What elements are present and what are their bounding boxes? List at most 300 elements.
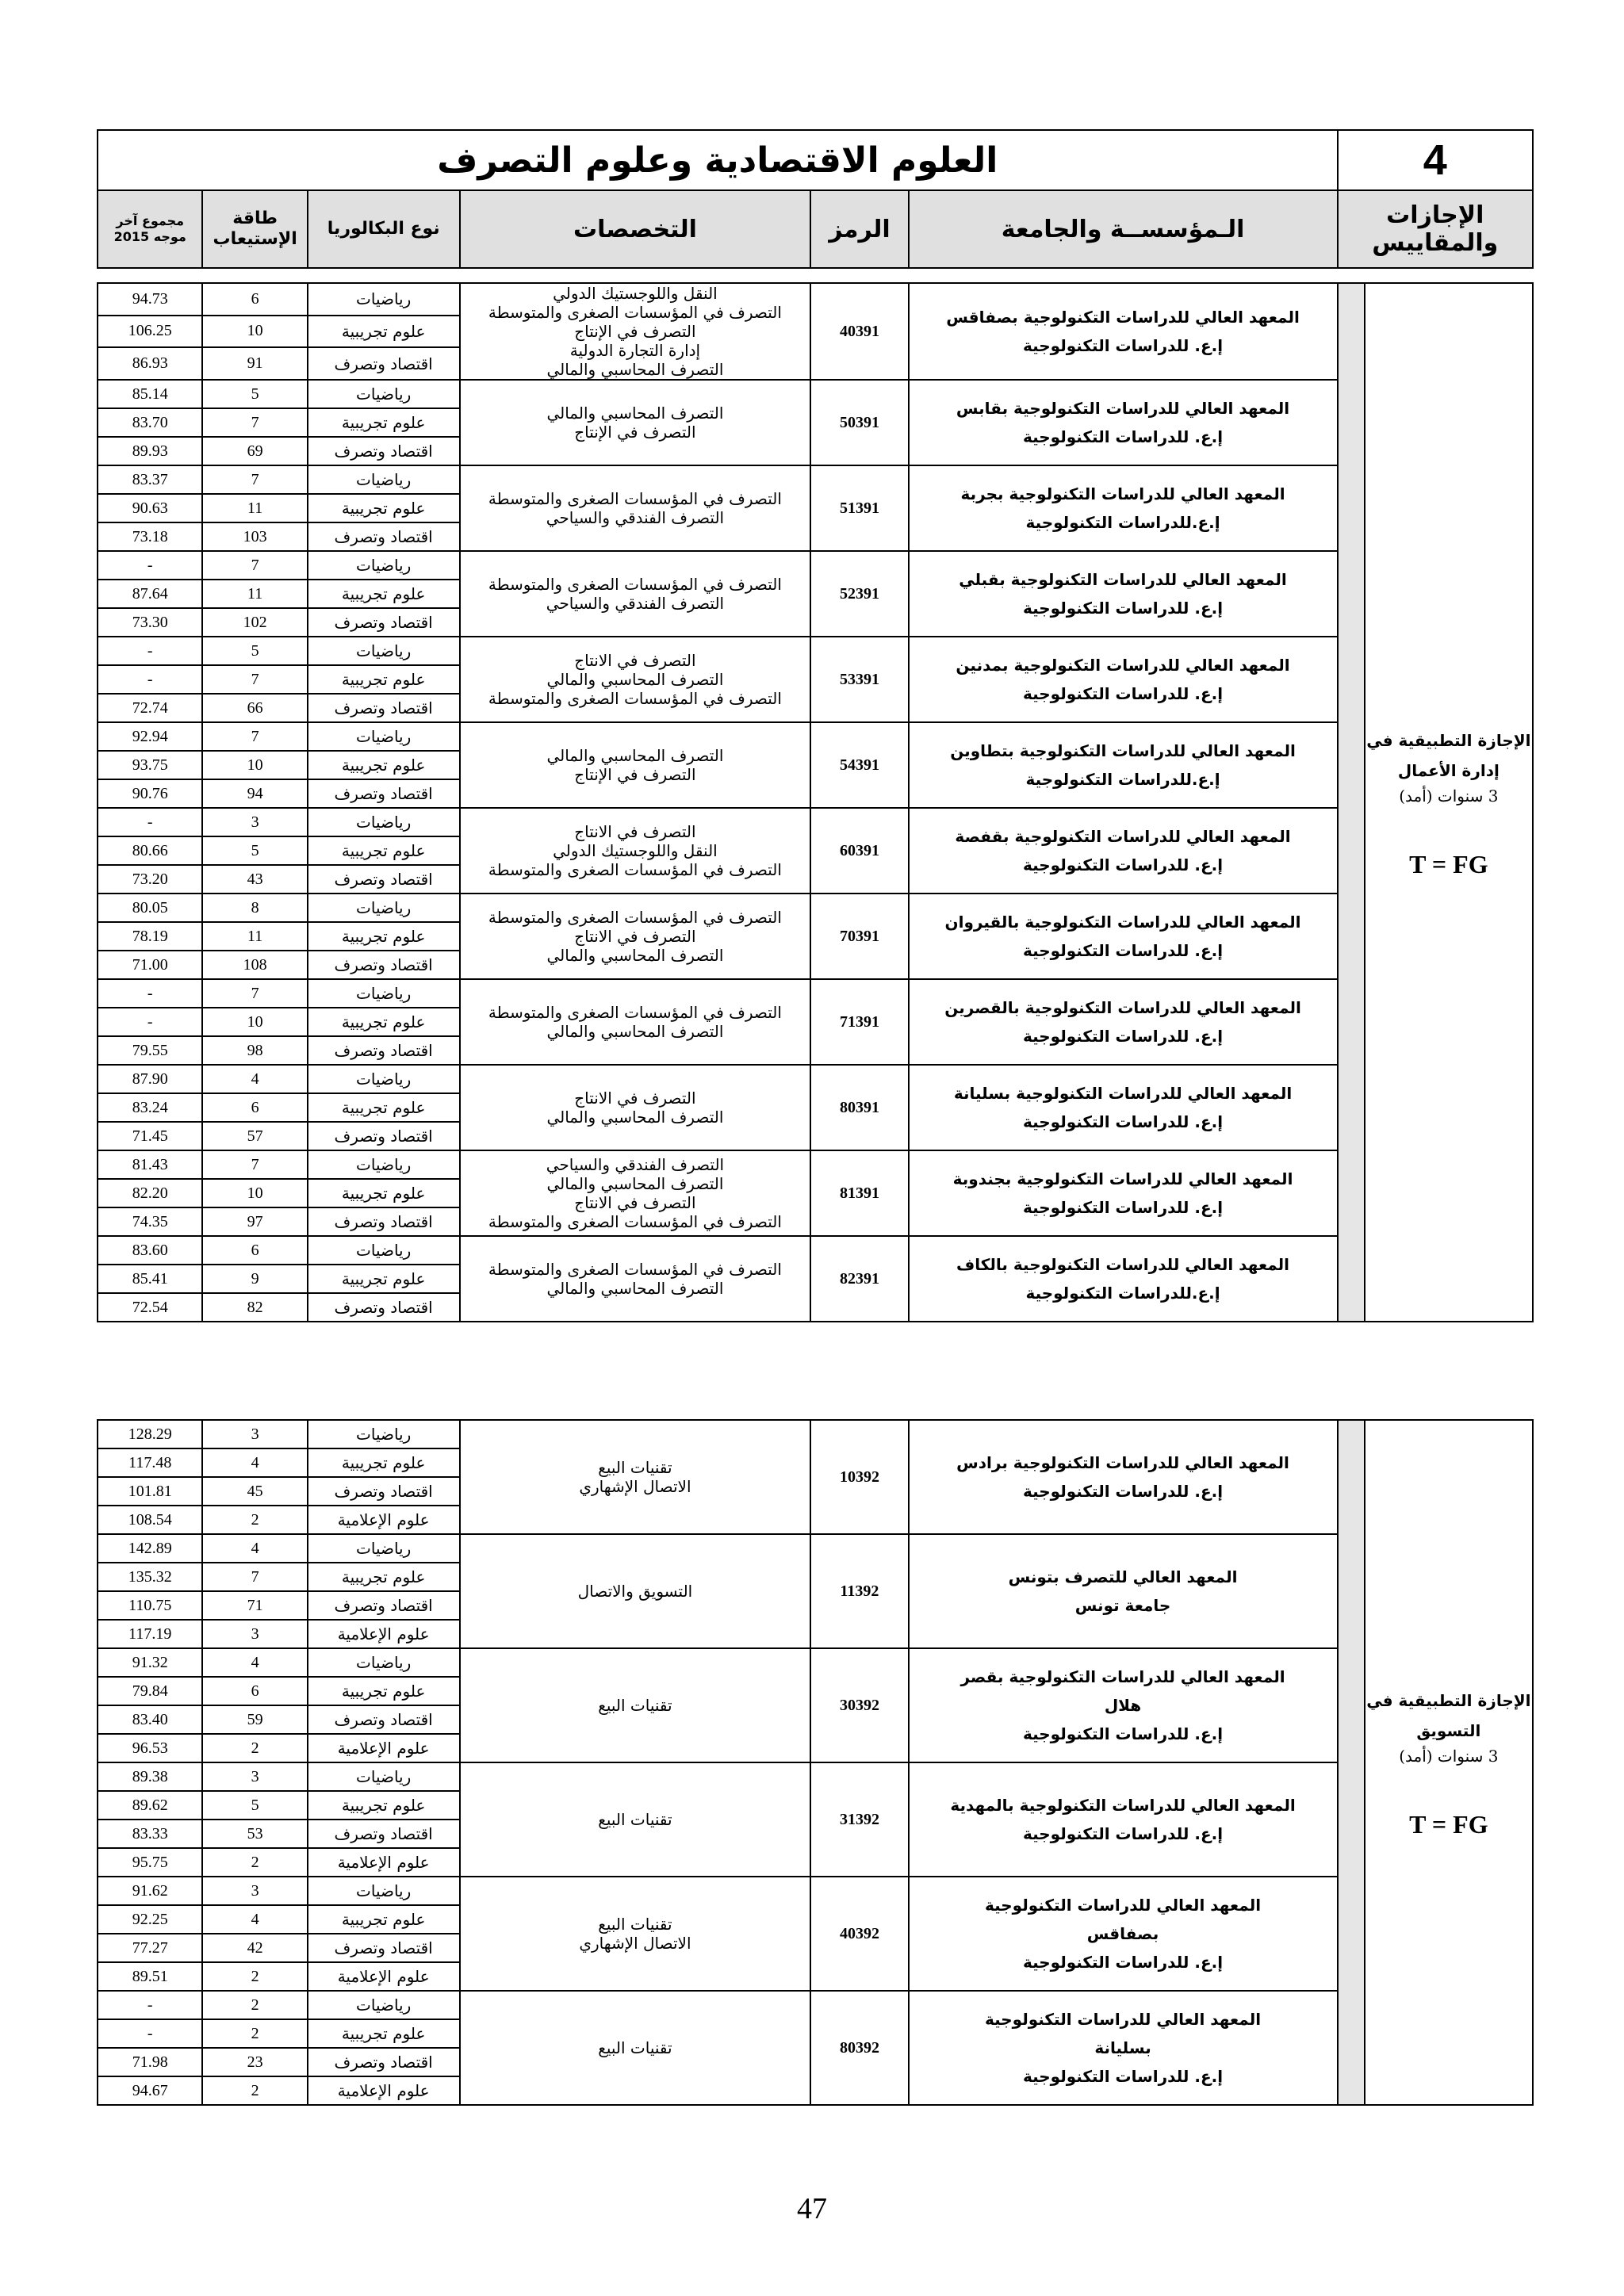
capacity-cell: 2 <box>202 1506 307 1534</box>
capacity-cell: 10 <box>202 1179 307 1207</box>
institution-line: المعهد العالي للدراسات التكنولوجية بمدنين <box>956 656 1290 675</box>
capacity-cell: 5 <box>202 1791 307 1820</box>
bac-type-cell: رياضيات <box>308 465 460 494</box>
institution-cell <box>909 979 1338 1065</box>
institution-cell <box>909 722 1338 808</box>
last-score-cell: - <box>98 979 202 1008</box>
institution-cell <box>909 1991 1338 2105</box>
last-score-cell: 90.63 <box>98 494 202 522</box>
specialty-item: التصرف في الإنتاج <box>574 423 696 442</box>
bac-type-cell: علوم تجريبية <box>308 2019 460 2048</box>
specialties-cell <box>460 1236 811 1322</box>
capacity-cell: 11 <box>202 580 307 608</box>
program-code: 60391 <box>810 808 908 894</box>
last-score-cell: 83.70 <box>98 408 202 437</box>
institution-line: إ.ع. للدراسات التكنولوجية <box>1022 855 1224 874</box>
capacity-cell: 4 <box>202 1448 307 1477</box>
capacity-cell: 2 <box>202 1848 307 1877</box>
last-score-cell: 81.43 <box>98 1150 202 1179</box>
specialty-item: النقل واللوجستيك الدولي <box>553 284 718 303</box>
specialty-item: تقنيات البيع <box>598 2038 672 2057</box>
specialty-item: التصرف المحاسبي والمالي <box>546 1022 724 1041</box>
institution-cell <box>909 1150 1338 1236</box>
last-score-cell: 89.62 <box>98 1791 202 1820</box>
last-score-cell: - <box>98 1991 202 2019</box>
specialties-cell <box>460 1065 811 1150</box>
last-score-cell: 73.20 <box>98 865 202 894</box>
capacity-cell: 4 <box>202 1065 307 1093</box>
capacity-cell: 59 <box>202 1705 307 1734</box>
col-header-last-score: مجموع آخر موجه 2015 <box>98 190 202 268</box>
program-code: 81391 <box>810 1150 908 1236</box>
degree-title: الإجازة التطبيقية في التسويق <box>1366 1691 1531 1740</box>
last-score-cell: 77.27 <box>98 1934 202 1962</box>
capacity-cell: 6 <box>202 1236 307 1265</box>
col-header-degrees: الإجازات والمقاييس <box>1338 190 1533 268</box>
specialty-item: التصرف المحاسبي والمالي <box>546 746 724 765</box>
specialty-item: التصرف في الانتاج <box>574 651 696 670</box>
bac-type-cell: علوم تجريبية <box>308 1791 460 1820</box>
bac-type-cell: رياضيات <box>308 979 460 1008</box>
capacity-cell: 3 <box>202 1620 307 1648</box>
institution-line: إ.ع. للدراسات التكنولوجية <box>1022 1953 1224 1972</box>
institution-cell <box>909 551 1338 637</box>
table-row <box>98 283 1533 316</box>
last-score-cell: 74.35 <box>98 1207 202 1236</box>
institution-line: إ.ع. للدراسات التكنولوجية <box>1022 1112 1224 1131</box>
table-row <box>98 979 1533 1008</box>
specialty-item: التصرف في الإنتاج <box>574 765 696 784</box>
last-score-cell: 79.55 <box>98 1036 202 1065</box>
institution-line: المعهد العالي للدراسات التكنولوجية بصفاقس <box>946 308 1300 327</box>
institution-line: المعهد العالي للدراسات التكنولوجية بقفصة <box>955 827 1291 846</box>
institution-line: جامعة تونس <box>1074 1596 1171 1615</box>
program-code: 31392 <box>810 1762 908 1877</box>
bac-type-cell: اقتصاد وتصرف <box>308 1591 460 1620</box>
specialties-cell <box>460 637 811 722</box>
table-row <box>98 722 1533 751</box>
specialties-cell <box>460 1991 811 2105</box>
bac-type-cell: اقتصاد وتصرف <box>308 608 460 637</box>
institution-line: المعهد العالي للدراسات التكنولوجية <box>984 1896 1262 1915</box>
last-score-cell: 92.94 <box>98 722 202 751</box>
degree-group-business-admin <box>97 282 1534 1322</box>
bac-type-cell: رياضيات <box>308 1762 460 1791</box>
specialty-item: التصرف في الانتاج <box>574 822 696 841</box>
bac-type-cell: علوم تجريبية <box>308 751 460 779</box>
capacity-cell: 4 <box>202 1905 307 1934</box>
page-number: 47 <box>797 2192 827 2225</box>
bac-type-cell: اقتصاد وتصرف <box>308 522 460 551</box>
bac-type-cell: رياضيات <box>308 1150 460 1179</box>
institution-line: المعهد العالي للتصرف بتونس <box>1008 1567 1238 1586</box>
program-code: 82391 <box>810 1236 908 1322</box>
program-code: 80391 <box>810 1065 908 1150</box>
last-score-cell: 83.37 <box>98 465 202 494</box>
capacity-cell: 102 <box>202 608 307 637</box>
institution-line: إ.ع. للدراسات التكنولوجية <box>1022 2067 1224 2086</box>
specialty-item: الاتصال الإشهاري <box>579 1934 691 1953</box>
capacity-cell: 7 <box>202 665 307 694</box>
specialty-item: التصرف المحاسبي والمالي <box>546 1279 724 1298</box>
specialty-item: التصرف في المؤسسات الصغرى والمتوسطة <box>488 1212 782 1231</box>
capacity-cell: 7 <box>202 408 307 437</box>
last-score-cell: 91.32 <box>98 1648 202 1677</box>
bac-type-cell: رياضيات <box>308 380 460 408</box>
bac-type-cell: رياضيات <box>308 1877 460 1905</box>
specialty-item: الاتصال الإشهاري <box>579 1477 691 1496</box>
institution-cell <box>909 1534 1338 1648</box>
capacity-cell: 2 <box>202 2019 307 2048</box>
specialty-item: التصرف المحاسبي والمالي <box>546 670 724 689</box>
bac-type-cell: اقتصاد وتصرف <box>308 1293 460 1322</box>
bac-type-cell: رياضيات <box>308 283 460 316</box>
specialty-item: التصرف المحاسبي والمالي <box>546 1174 724 1193</box>
institution-line: إ.ع. للدراسات التكنولوجية <box>1022 1724 1224 1743</box>
separator-column <box>1338 1420 1365 2105</box>
last-score-cell: 83.60 <box>98 1236 202 1265</box>
capacity-cell: 2 <box>202 2076 307 2105</box>
program-code: 10392 <box>810 1420 908 1534</box>
specialties-cell <box>460 1150 811 1236</box>
program-code: 11392 <box>810 1534 908 1648</box>
bac-type-cell: علوم تجريبية <box>308 1008 460 1036</box>
institution-line: المعهد العالي للدراسات التكنولوجية بقابس <box>956 399 1290 418</box>
last-score-cell: 78.19 <box>98 922 202 951</box>
capacity-cell: 98 <box>202 1036 307 1065</box>
last-score-cell: 108.54 <box>98 1506 202 1534</box>
specialty-item: التصرف في الانتاج <box>574 927 696 946</box>
bac-type-cell: اقتصاد وتصرف <box>308 347 460 380</box>
institution-line: إ.ع. للدراسات التكنولوجية <box>1022 941 1224 960</box>
program-code: 71391 <box>810 979 908 1065</box>
capacity-cell: 53 <box>202 1820 307 1848</box>
institution-cell <box>909 1065 1338 1150</box>
capacity-cell: 94 <box>202 779 307 808</box>
specialty-item: التصرف المحاسبي والمالي <box>546 946 724 965</box>
bac-type-cell: علوم الإعلامية <box>308 1848 460 1877</box>
capacity-cell: 6 <box>202 283 307 316</box>
specialty-item: التصرف في المؤسسات الصغرى والمتوسطة <box>488 908 782 927</box>
specialties-cell <box>460 722 811 808</box>
last-score-cell: 80.66 <box>98 836 202 865</box>
last-score-cell: 128.29 <box>98 1420 202 1448</box>
institution-line: هلال <box>1104 1696 1142 1715</box>
institution-line: إ.ع. للدراسات التكنولوجية <box>1022 1027 1224 1046</box>
capacity-cell: 5 <box>202 637 307 665</box>
capacity-cell: 10 <box>202 1008 307 1036</box>
bac-type-cell: علوم تجريبية <box>308 1179 460 1207</box>
capacity-cell: 108 <box>202 951 307 979</box>
specialty-item: التصرف في الانتاج <box>574 1193 696 1212</box>
specialty-item: تقنيات البيع <box>598 1458 672 1477</box>
capacity-cell: 4 <box>202 1648 307 1677</box>
capacity-cell: 82 <box>202 1293 307 1322</box>
specialties-cell <box>460 1762 811 1877</box>
last-score-cell: 93.75 <box>98 751 202 779</box>
specialties-cell <box>460 894 811 979</box>
specialty-item: التصرف المحاسبي والمالي <box>546 1108 724 1127</box>
institution-line: المعهد العالي للدراسات التكنولوجية بسليانة <box>953 1084 1293 1103</box>
institution-line: المعهد العالي للدراسات التكنولوجية بالكاف <box>956 1255 1290 1274</box>
capacity-cell: 6 <box>202 1677 307 1705</box>
institution-line: إ.ع. للدراسات التكنولوجية <box>1022 1824 1224 1843</box>
bac-type-cell: علوم تجريبية <box>308 1448 460 1477</box>
capacity-cell: 97 <box>202 1207 307 1236</box>
institution-line: المعهد العالي للدراسات التكنولوجية بجندوبة <box>952 1169 1293 1188</box>
program-code: 40391 <box>810 283 908 380</box>
last-score-cell: 89.51 <box>98 1962 202 1991</box>
institution-line: المعهد العالي للدراسات التكنولوجية بالمهدية <box>950 1796 1296 1815</box>
last-score-cell: 94.67 <box>98 2076 202 2105</box>
capacity-cell: 2 <box>202 1734 307 1762</box>
institution-cell <box>909 283 1338 380</box>
capacity-cell: 11 <box>202 922 307 951</box>
bac-type-cell: علوم الإعلامية <box>308 1962 460 1991</box>
specialty-item: التصرف في المؤسسات الصغرى والمتوسطة <box>488 489 782 508</box>
table-row <box>98 1991 1533 2019</box>
bac-type-cell: اقتصاد وتصرف <box>308 1036 460 1065</box>
capacity-cell: 42 <box>202 1934 307 1962</box>
bac-type-cell: رياضيات <box>308 1648 460 1677</box>
specialty-item: التصرف المحاسبي والمالي <box>546 404 724 423</box>
program-code: 80392 <box>810 1991 908 2105</box>
last-score-cell: 83.33 <box>98 1820 202 1848</box>
specialty-item: تقنيات البيع <box>598 1915 672 1934</box>
last-score-cell: - <box>98 637 202 665</box>
degree-duration: 3 سنوات (أمد) <box>1399 1747 1499 1766</box>
institution-line: إ.ع.للدراسات التكنولوجية <box>1025 770 1220 789</box>
bac-type-cell: رياضيات <box>308 551 460 580</box>
table-row <box>98 1762 1533 1791</box>
institution-line: إ.ع. للدراسات التكنولوجية <box>1022 599 1224 618</box>
section-title: العلوم الاقتصادية وعلوم التصرف <box>98 130 1338 190</box>
institution-line: إ.ع. للدراسات التكنولوجية <box>1022 1198 1224 1217</box>
bac-type-cell: علوم تجريبية <box>308 1265 460 1293</box>
specialties-cell <box>460 1534 811 1648</box>
specialty-item: التصرف في المؤسسات الصغرى والمتوسطة <box>488 303 782 322</box>
col-header-code: الرمز <box>810 190 908 268</box>
specialty-item: النقل واللوجستيك الدولي <box>553 841 718 860</box>
bac-type-cell: رياضيات <box>308 637 460 665</box>
bac-type-cell: اقتصاد وتصرف <box>308 437 460 465</box>
capacity-cell: 10 <box>202 751 307 779</box>
col-header-bac-type: نوع البكالوريا <box>308 190 460 268</box>
institution-line: إ.ع.للدراسات التكنولوجية <box>1025 1284 1220 1303</box>
capacity-cell: 7 <box>202 979 307 1008</box>
bac-type-cell: علوم تجريبية <box>308 1905 460 1934</box>
bac-type-cell: علوم تجريبية <box>308 1093 460 1122</box>
bac-type-cell: رياضيات <box>308 1065 460 1093</box>
specialty-item: التصرف في المؤسسات الصغرى والمتوسطة <box>488 1260 782 1279</box>
specialties-cell <box>460 465 811 551</box>
bac-type-cell: رياضيات <box>308 894 460 922</box>
header-table <box>97 129 1534 269</box>
bac-type-cell: اقتصاد وتصرف <box>308 1705 460 1734</box>
bac-type-cell: رياضيات <box>308 1991 460 2019</box>
score-formula: T = FG <box>1409 850 1488 878</box>
degree-group-marketing <box>97 1419 1534 2106</box>
specialties-cell <box>460 1648 811 1762</box>
capacity-cell: 9 <box>202 1265 307 1293</box>
last-score-cell: 117.48 <box>98 1448 202 1477</box>
last-score-cell: 73.18 <box>98 522 202 551</box>
institution-cell <box>909 465 1338 551</box>
capacity-cell: 71 <box>202 1591 307 1620</box>
specialties-cell <box>460 551 811 637</box>
table-row <box>98 1534 1533 1563</box>
bac-type-cell: اقتصاد وتصرف <box>308 1934 460 1962</box>
bac-type-cell: علوم تجريبية <box>308 494 460 522</box>
last-score-cell: 87.90 <box>98 1065 202 1093</box>
capacity-cell: 10 <box>202 316 307 348</box>
bac-type-cell: اقتصاد وتصرف <box>308 1122 460 1150</box>
specialties-cell <box>460 283 811 380</box>
last-score-cell: - <box>98 665 202 694</box>
institution-line: إ.ع. للدراسات التكنولوجية <box>1022 1482 1224 1501</box>
last-score-cell: 82.20 <box>98 1179 202 1207</box>
specialty-item: تقنيات البيع <box>598 1696 672 1715</box>
last-score-cell: - <box>98 1008 202 1036</box>
last-score-cell: 87.64 <box>98 580 202 608</box>
last-score-cell: 142.89 <box>98 1534 202 1563</box>
last-score-cell: 95.75 <box>98 1848 202 1877</box>
specialty-item: التصرف المحاسبي والمالي <box>546 360 724 379</box>
bac-type-cell: رياضيات <box>308 808 460 836</box>
capacity-cell: 7 <box>202 551 307 580</box>
specialty-item: التسويق والاتصال <box>577 1582 693 1601</box>
capacity-cell: 45 <box>202 1477 307 1506</box>
institution-line: المعهد العالي للدراسات التكنولوجية بالقصرين <box>944 998 1301 1017</box>
col-header-capacity: طاقة الإستيعاب <box>202 190 307 268</box>
degree-cell <box>1365 1420 1533 2105</box>
last-score-cell: 71.00 <box>98 951 202 979</box>
program-code: 53391 <box>810 637 908 722</box>
institution-line: إ.ع. للدراسات التكنولوجية <box>1022 336 1224 355</box>
capacity-cell: 5 <box>202 380 307 408</box>
last-score-cell: 89.38 <box>98 1762 202 1791</box>
capacity-cell: 103 <box>202 522 307 551</box>
bac-type-cell: علوم تجريبية <box>308 1563 460 1591</box>
last-score-cell: 85.14 <box>98 380 202 408</box>
last-score-cell: 89.93 <box>98 437 202 465</box>
last-score-cell: 86.93 <box>98 347 202 380</box>
program-code: 52391 <box>810 551 908 637</box>
bac-type-cell: اقتصاد وتصرف <box>308 2048 460 2076</box>
capacity-cell: 3 <box>202 1420 307 1448</box>
institution-line: المعهد العالي للدراسات التكنولوجية بقصر <box>960 1667 1285 1686</box>
section-number: 4 <box>1338 130 1533 190</box>
program-code: 30392 <box>810 1648 908 1762</box>
specialty-item: التصرف في الإنتاج <box>574 322 696 341</box>
institution-line: المعهد العالي للدراسات التكنولوجية <box>984 2010 1262 2029</box>
bac-type-cell: علوم تجريبية <box>308 665 460 694</box>
table-row <box>98 1236 1533 1265</box>
institution-cell <box>909 637 1338 722</box>
bac-type-cell: اقتصاد وتصرف <box>308 1207 460 1236</box>
table-row <box>98 1420 1533 1448</box>
institution-line: إ.ع. للدراسات التكنولوجية <box>1022 684 1224 703</box>
table-row <box>98 551 1533 580</box>
program-code: 70391 <box>810 894 908 979</box>
col-header-specialties: التخصصات <box>460 190 811 268</box>
last-score-cell: 106.25 <box>98 316 202 348</box>
table-row <box>98 380 1533 408</box>
capacity-cell: 57 <box>202 1122 307 1150</box>
col-header-institution: الـمؤسســة والجامعة <box>909 190 1338 268</box>
capacity-cell: 6 <box>202 1093 307 1122</box>
last-score-cell: 71.98 <box>98 2048 202 2076</box>
specialty-item: التصرف في المؤسسات الصغرى والمتوسطة <box>488 1003 782 1022</box>
last-score-cell: 101.81 <box>98 1477 202 1506</box>
specialty-item: التصرف الفندقي والسياحي <box>546 594 725 613</box>
capacity-cell: 3 <box>202 1762 307 1791</box>
table-row <box>98 1150 1533 1179</box>
last-score-cell: 79.84 <box>98 1677 202 1705</box>
capacity-cell: 91 <box>202 347 307 380</box>
last-score-cell: - <box>98 551 202 580</box>
last-score-cell: - <box>98 808 202 836</box>
degree-title: الإجازة التطبيقية في إدارة الأعمال <box>1366 731 1531 780</box>
separator-column <box>1338 283 1365 1322</box>
institution-cell <box>909 808 1338 894</box>
institution-cell <box>909 1420 1338 1534</box>
institution-line: المعهد العالي للدراسات التكنولوجية بقبلي <box>959 570 1287 589</box>
institution-line: بصفاقس <box>1086 1924 1159 1943</box>
last-score-cell: 91.62 <box>98 1877 202 1905</box>
specialty-item: التصرف الفندقي والسياحي <box>546 508 725 527</box>
bac-type-cell: رياضيات <box>308 1420 460 1448</box>
last-score-cell: 94.73 <box>98 283 202 316</box>
capacity-cell: 69 <box>202 437 307 465</box>
specialty-item: التصرف في المؤسسات الصغرى والمتوسطة <box>488 860 782 879</box>
specialty-item: التصرف في المؤسسات الصغرى والمتوسطة <box>488 575 782 594</box>
capacity-cell: 11 <box>202 494 307 522</box>
last-score-cell: 85.41 <box>98 1265 202 1293</box>
program-code: 54391 <box>810 722 908 808</box>
table-row <box>98 637 1533 665</box>
capacity-cell: 2 <box>202 1962 307 1991</box>
capacity-cell: 8 <box>202 894 307 922</box>
bac-type-cell: علوم الإعلامية <box>308 1620 460 1648</box>
bac-type-cell: علوم تجريبية <box>308 836 460 865</box>
bac-type-cell: اقتصاد وتصرف <box>308 865 460 894</box>
capacity-cell: 3 <box>202 1877 307 1905</box>
bac-type-cell: علوم تجريبية <box>308 316 460 348</box>
specialties-cell <box>460 1877 811 1991</box>
institution-line: إ.ع.للدراسات التكنولوجية <box>1025 513 1220 532</box>
specialties-cell <box>460 380 811 465</box>
bac-type-cell: علوم تجريبية <box>308 580 460 608</box>
capacity-cell: 4 <box>202 1534 307 1563</box>
bac-type-cell: علوم الإعلامية <box>308 1506 460 1534</box>
institution-line: المعهد العالي للدراسات التكنولوجية بالقيروان <box>944 913 1301 932</box>
table-row <box>98 894 1533 922</box>
capacity-cell: 43 <box>202 865 307 894</box>
table-row <box>98 1065 1533 1093</box>
table-row <box>98 808 1533 836</box>
table-row <box>98 465 1533 494</box>
specialty-item: إدارة التجارة الدولية <box>569 341 701 360</box>
bac-type-cell: علوم الإعلامية <box>308 1734 460 1762</box>
capacity-cell: 5 <box>202 836 307 865</box>
institution-cell <box>909 1236 1338 1322</box>
last-score-cell: 83.40 <box>98 1705 202 1734</box>
program-code: 40392 <box>810 1877 908 1991</box>
capacity-cell: 7 <box>202 1563 307 1591</box>
institution-line: بسليانة <box>1094 2038 1151 2057</box>
specialties-cell <box>460 808 811 894</box>
